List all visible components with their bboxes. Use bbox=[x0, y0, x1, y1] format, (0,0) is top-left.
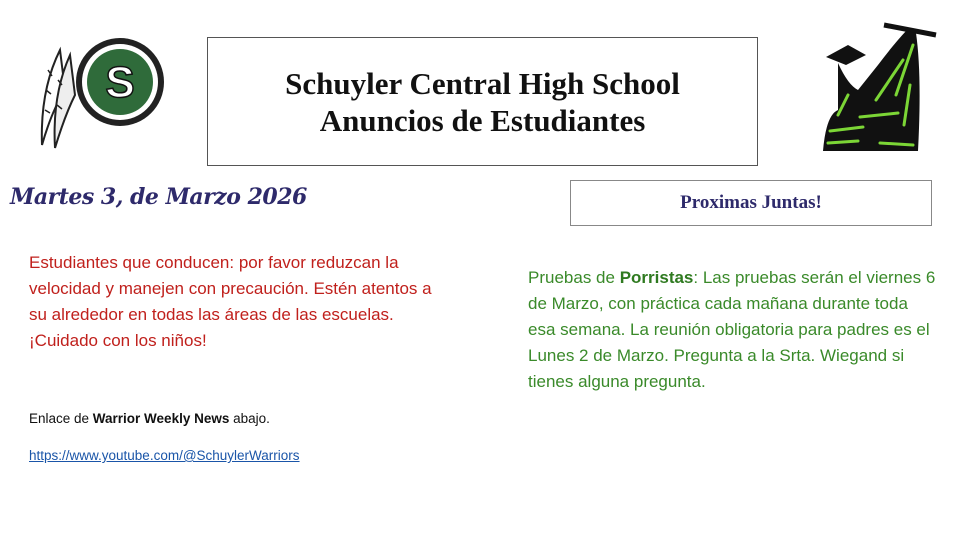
news-prefix: Enlace de bbox=[29, 411, 93, 426]
meetings-box bbox=[570, 180, 932, 226]
drivers-notice: Estudiantes que conducen: por favor reduzcan la velocidad y manejen con precaución. Estén atentos a su alrededor en todas las áreas de las escuelas. ¡Cuidado con los niños! bbox=[29, 253, 432, 350]
cheer-bold: Porristas bbox=[619, 268, 694, 287]
cheer-prefix: Pruebas de bbox=[528, 268, 620, 287]
date-heading: Martes 3, de Marzo 2026 bbox=[10, 184, 307, 210]
graduate-logo bbox=[818, 15, 938, 155]
page-title: Anuncios de Estudiantes bbox=[319, 102, 646, 138]
cheer-tryouts-notice bbox=[528, 265, 938, 395]
svg-text:S: S bbox=[105, 58, 135, 107]
title-box bbox=[207, 37, 758, 166]
school-name: Schuyler Central High School bbox=[285, 65, 680, 101]
news-bold: Warrior Weekly News bbox=[92, 411, 230, 426]
youtube-link[interactable]: https://www.youtube.com/@SchuylerWarriors bbox=[29, 448, 300, 463]
cheer-text: : Las pruebas serán el viernes 6 de Marzo, con práctica cada mañana durante toda esa semana. La reunión obligatoria para padres es el Lunes 2 de Marzo. Pregunta a la Srta. Wiegand si tienes alguna pregunta. bbox=[528, 268, 936, 391]
meetings-title: Proximas Juntas! bbox=[680, 192, 822, 213]
news-link-label bbox=[29, 411, 270, 426]
school-logo bbox=[30, 30, 170, 155]
news-suffix: abajo. bbox=[229, 411, 270, 426]
